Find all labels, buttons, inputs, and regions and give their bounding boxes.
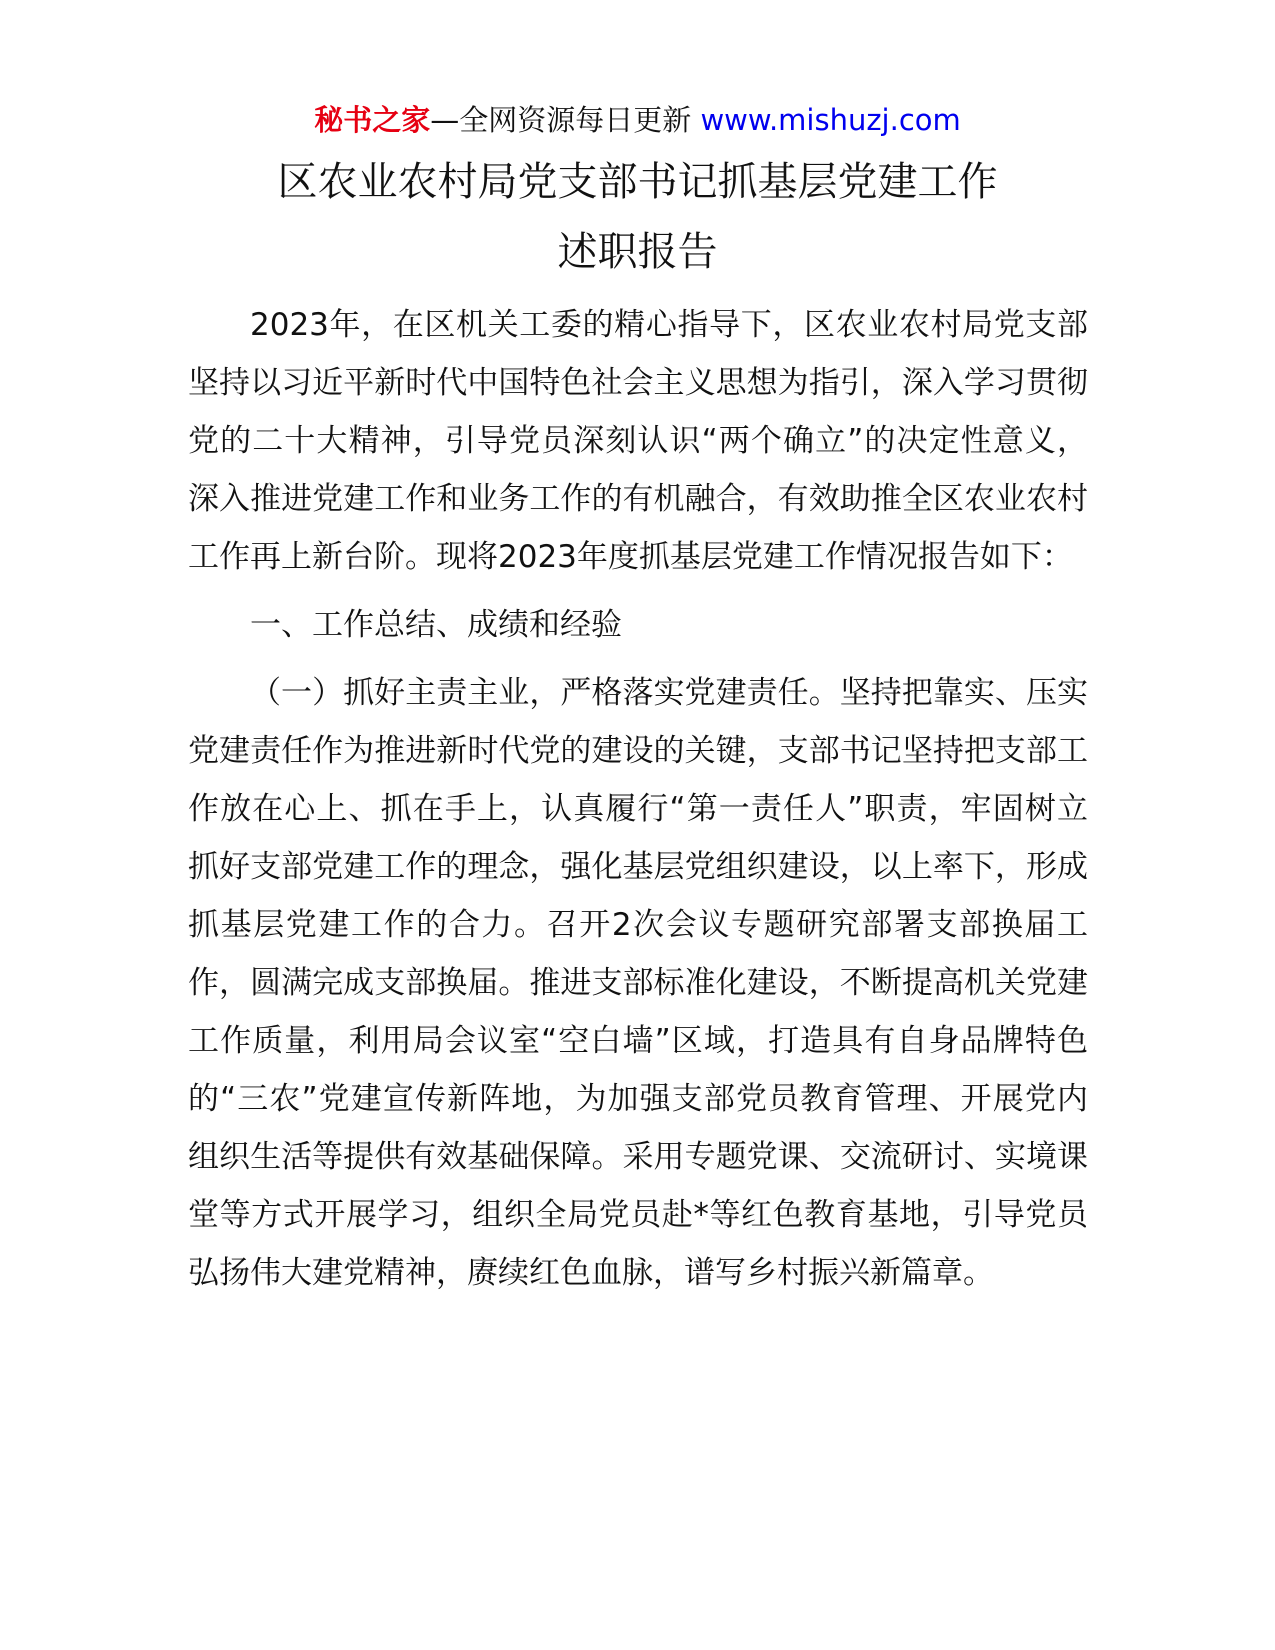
site-url-link[interactable]: www.mishuzj.com [700, 103, 961, 137]
paragraph-intro: 2023年，在区机关工委的精心指导下，区农业农村局党支部坚持以习近平新时代中国特色社会主义思想为指引，深入学习贯彻党的二十大精神，引导党员深刻认识“两个确立”的决定性意义，深入推进党建工作和业务工作的有机融合，有效助推全区农业农村工作再上新台阶。现将2023年度抓基层党建工作情况报告如下： [188, 307, 1088, 575]
site-header [0, 100, 1275, 140]
paragraph-section-1-1: （一）抓好主责主业，严格落实党建责任。坚持把靠实、压实党建责任作为推进新时代党的建设的关键，支部书记坚持把支部工作放在心上、抓在手上，认真履行“第一责任人”职责，牢固树立抓好支部党建工作的理念，强化基层党组织建设，以上率下，形成抓基层党建工作的合力。召开2次会议专题研究部署支部换届工作，圆满完成支部换届。推进支部标准化建设，不断提高机关党建工作质量，利用局会议室“空白墙”区域，打造具有自身品牌特色的“三农”党建宣传新阵地，为加强支部党员教育管理、开展党内组织生活等提供有效基础保障。采用专题党课、交流研讨、实境课堂等方式开展学习，组织全局党员赴*等红色教育基地，引导党员弘扬伟大建党精神，赓续红色血脉，谱写乡村振兴新篇章。 [188, 675, 1088, 1291]
section-heading-1: 一、工作总结、成绩和经验 [250, 607, 622, 643]
document-body [188, 296, 1088, 1302]
document-title-line-1: 区农业农村局党支部书记抓基层党建工作 [277, 159, 998, 205]
brand-name: 秘书之家 [314, 103, 431, 137]
document-title-line-2: 述职报告 [557, 229, 718, 275]
header-tagline: —全网资源每日更新 [430, 103, 692, 137]
